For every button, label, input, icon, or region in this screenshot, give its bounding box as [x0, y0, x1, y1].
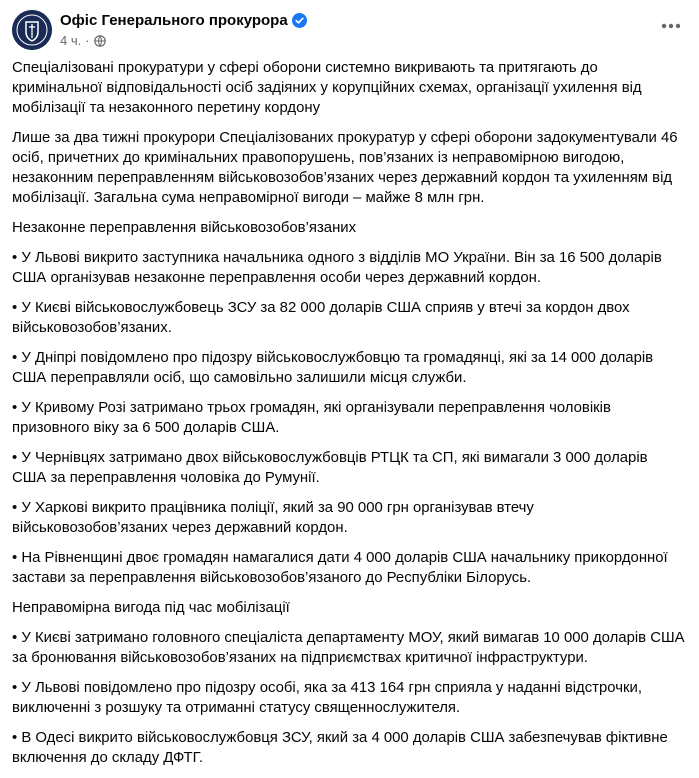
- verified-badge-icon: [292, 13, 307, 28]
- list-item: • У Львові викрито заступника начальника одного з відділів МО України. Він за 16 500 доларів США організував незаконне переправлення особи через державний кордон.: [12, 250, 662, 286]
- section-illegal-crossing: [12, 218, 685, 588]
- separator-dot: ·: [85, 33, 90, 48]
- prosecutor-emblem-icon: [12, 10, 52, 50]
- summary-paragraph: Лише за два тижні прокурори Спеціалізованих прокуратур у сфері оборони задокументували 46 осіб, причетних до кримінальних правопорушень, пов’язаних із неправомірною вигодою, незаконним переправленням військовозобов’язаних через державний кордон та ухиленням від мобілізації. Загальна сума неправомірної вигоди – майже 8 млн грн.: [12, 130, 678, 206]
- post-meta: [60, 33, 106, 48]
- post-body: [12, 58, 685, 778]
- globe-icon: [94, 35, 106, 47]
- author-name-text[interactable]: Офіс Генерального прокурора: [60, 12, 288, 29]
- more-options-button[interactable]: [657, 16, 685, 36]
- section-title: Незаконне переправлення військовозобов’язаних: [12, 220, 357, 236]
- list-item: • У Києві затримано головного спеціаліста департаменту МОУ, який вимагав 10 000 доларів США за бронювання військовозобов’язаних на підприємствах критичної інфраструктури.: [12, 630, 685, 666]
- list-item: • У Харкові викрито працівника поліції, який за 90 000 грн організував втечу військовозобов’язаних через державний кордон.: [12, 500, 534, 536]
- author-name[interactable]: [60, 12, 307, 29]
- post-time[interactable]: 4 ч.: [60, 33, 82, 48]
- list-item: • У Чернівцях затримано двох військовослужбовців РТЦК та СП, які вимагали 3 000 доларів США за переправлення чоловіка до Румунії.: [12, 450, 648, 486]
- list-item: • У Києві військовослужбовець ЗСУ за 82 000 доларів США сприяв у втечі за кордон двох військовозобов’язаних.: [12, 300, 630, 336]
- section-title: Неправомірна вигода під час мобілізації: [12, 600, 290, 616]
- section-mobilization-bribery: [12, 598, 685, 768]
- list-item: • У Дніпрі повідомлено про підозру військовослужбовцю та громадянці, які за 14 000 доларів США переправляли осіб, що самовільно залишили місця служби.: [12, 350, 654, 386]
- post-header: [12, 10, 687, 54]
- more-dots-icon: [661, 23, 681, 29]
- avatar[interactable]: [12, 10, 52, 50]
- list-item: • У Кривому Розі затримано трьох громадян, які організували переправлення чоловіків призовного віку за 6 500 доларів США.: [12, 400, 611, 436]
- intro-paragraph: Спеціалізовані прокуратури у сфері оборони системно викривають та притягають до кримінальної відповідальності осіб задіяних у корупційних схемах, організації ухилення від мобілізації та незаконного перетину кордону: [12, 60, 642, 116]
- list-item: • На Рівненщині двоє громадян намагалися дати 4 000 доларів США начальнику прикордонної застави за переправлення військовозобов’язаного до Республіки Білорусь.: [12, 550, 668, 586]
- list-item: • У Львові повідомлено про підозру особі, яка за 413 164 грн сприяла у наданні відстрочки, виключенні з розшуку та отриманні статусу священнослужителя.: [12, 680, 642, 716]
- list-item: • В Одесі викрито військовослужбовця ЗСУ, який за 4 000 доларів США забезпечував фіктивне включення до складу ДФТГ.: [12, 730, 668, 766]
